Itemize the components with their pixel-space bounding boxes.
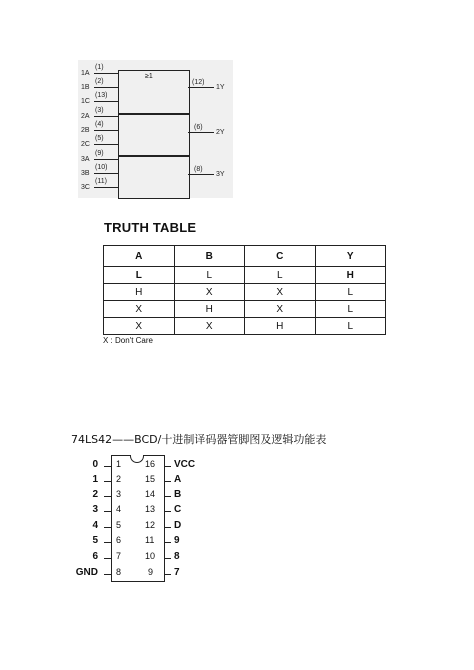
header-b: B bbox=[174, 246, 245, 267]
gate-label: ≥1 bbox=[145, 73, 153, 80]
table-header-row bbox=[104, 246, 386, 267]
gate-3 bbox=[118, 155, 190, 199]
table-cell: H bbox=[104, 284, 175, 301]
truth-table-title: TRUTH TABLE bbox=[104, 220, 197, 235]
table-cell: X bbox=[104, 318, 175, 335]
header-y: Y bbox=[315, 246, 386, 267]
table-cell: X bbox=[174, 284, 245, 301]
table-row bbox=[104, 284, 386, 301]
gate-1 bbox=[118, 70, 190, 115]
section-heading: 74LS42——BCD/十进制译码器管脚图及逻辑功能表 bbox=[71, 433, 327, 446]
table-cell: H bbox=[315, 267, 386, 284]
table-cell: X bbox=[174, 318, 245, 335]
table-cell: L bbox=[315, 301, 386, 318]
header-c: C bbox=[245, 246, 316, 267]
table-cell: X bbox=[245, 301, 316, 318]
table-cell: X bbox=[104, 301, 175, 318]
table-row bbox=[104, 318, 386, 335]
table-cell: L bbox=[315, 318, 386, 335]
truth-table bbox=[103, 245, 386, 335]
header-a: A bbox=[104, 246, 175, 267]
table-cell: L bbox=[174, 267, 245, 284]
table-row bbox=[104, 301, 386, 318]
dont-care-note: X : Don't Care bbox=[103, 336, 153, 345]
logic-symbol: ≥1 1A (1) 1B (2) 1C (13) 2A (3) 2B (4) 2C (5) 3A (9) 3B (10) 3C (11) (12) 1Y (6) 2Y (8) 3Y bbox=[78, 60, 233, 198]
table-cell: L bbox=[104, 267, 175, 284]
gate-2 bbox=[118, 113, 190, 157]
table-cell: L bbox=[315, 284, 386, 301]
table-row bbox=[104, 267, 386, 284]
table-cell: X bbox=[245, 284, 316, 301]
table-cell: H bbox=[245, 318, 316, 335]
table-cell: L bbox=[245, 267, 316, 284]
table-cell: H bbox=[174, 301, 245, 318]
